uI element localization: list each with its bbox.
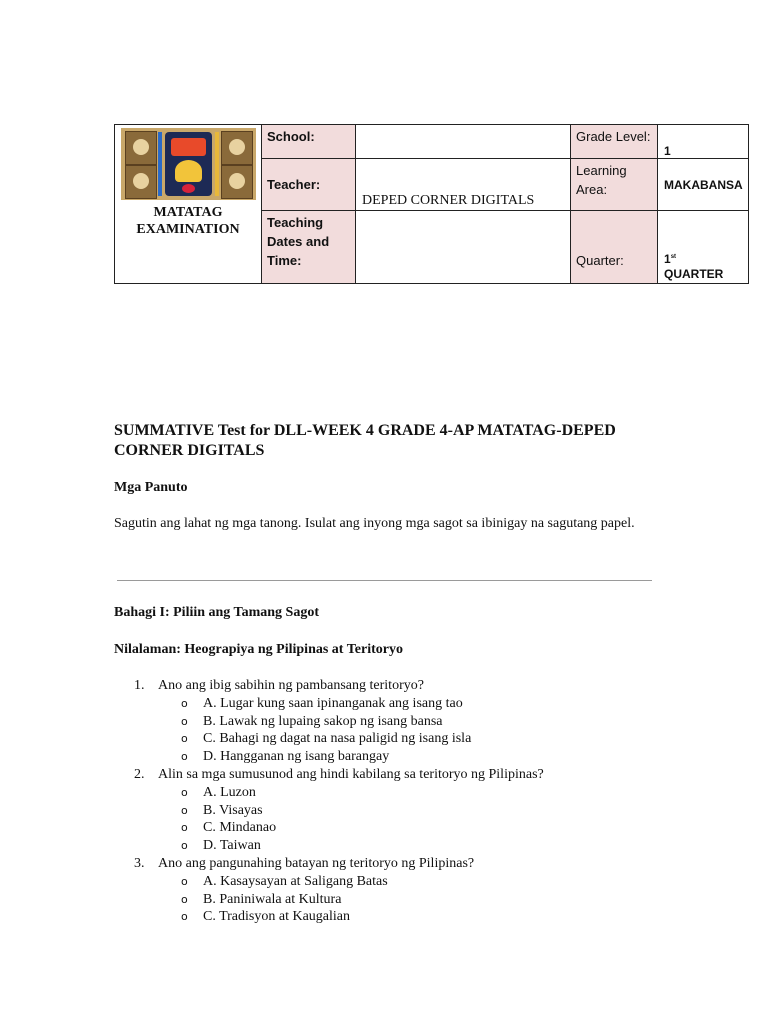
- option-text: A. Kasaysayan at Saligang Batas: [203, 873, 388, 889]
- question-list: [114, 677, 674, 926]
- bullet-icon: o: [181, 696, 188, 710]
- option-item: [114, 695, 674, 713]
- option-item: [114, 819, 674, 837]
- quarter-label: Quarter:: [571, 211, 658, 284]
- bullet-icon: o: [181, 839, 188, 853]
- teaching-dates-label: Teaching Dates and Time:: [262, 211, 356, 284]
- header-table: [114, 124, 749, 284]
- question-text: Ano ang ibig sabihin ng pambansang teritoryo?: [158, 678, 424, 693]
- option-text: C. Bahagi ng dagat na nasa paligid ng isang isla: [203, 731, 472, 747]
- option-text: D. Hangganan ng isang barangay: [203, 749, 390, 765]
- option-item: [114, 730, 674, 748]
- teacher-value: DEPED CORNER DIGITALS: [356, 159, 571, 211]
- instructions-text: Sagutin ang lahat ng mga tanong. Isulat ang inyong mga sagot sa ibinigay na sagutang papel.: [114, 516, 635, 531]
- option-text: C. Tradisyon at Kaugalian: [203, 909, 350, 925]
- option-item: [114, 748, 674, 766]
- option-text: B. Visayas: [203, 802, 263, 818]
- bullet-icon: o: [181, 892, 188, 906]
- grade-level-label: Grade Level:: [571, 125, 658, 159]
- instructions-heading: Mga Panuto: [114, 480, 188, 495]
- option-item: [114, 837, 674, 855]
- school-value: [356, 125, 571, 159]
- option-item: [114, 802, 674, 820]
- bullet-icon: o: [181, 714, 188, 728]
- learning-area-label: Learning Area:: [571, 159, 658, 211]
- option-item: [114, 784, 674, 802]
- learning-area-value: MAKABANSA: [658, 159, 749, 211]
- bullet-icon: o: [181, 821, 188, 835]
- bullet-icon: o: [181, 785, 188, 799]
- teacher-label: Teacher:: [262, 159, 356, 211]
- school-label: School:: [262, 125, 356, 159]
- question-number: 3.: [134, 855, 145, 871]
- document-title: SUMMATIVE Test for DLL-WEEK 4 GRADE 4-AP MATATAG-DEPED CORNER DIGITALS: [114, 422, 616, 459]
- logo-cell: [115, 125, 262, 284]
- option-text: D. Taiwan: [203, 838, 261, 854]
- quarter-number: 1: [664, 252, 671, 266]
- question-item: [114, 766, 674, 784]
- option-text: C. Mindanao: [203, 820, 277, 836]
- bullet-icon: o: [181, 874, 188, 888]
- option-text: A. Luzon: [203, 784, 256, 800]
- question-number: 2.: [134, 766, 145, 782]
- question-text: Alin sa mga sumusunod ang hindi kabilang sa teritoryo ng Pilipinas?: [158, 766, 544, 782]
- question-item: [114, 677, 674, 695]
- quarter-word: QUARTER: [664, 267, 724, 281]
- option-item: [114, 908, 674, 926]
- option-item: [114, 873, 674, 891]
- option-item: [114, 891, 674, 909]
- quarter-value: [658, 211, 749, 284]
- grade-level-value: 1: [658, 125, 749, 159]
- deped-corner-logo: [121, 128, 256, 200]
- bullet-icon: o: [181, 910, 188, 924]
- content-heading: Nilalaman: Heograpiya ng Pilipinas at Teritoryo: [114, 642, 403, 657]
- quarter-suffix: st: [670, 254, 677, 260]
- exam-title: MATATAG EXAMINATION: [136, 205, 240, 237]
- question-item: [114, 855, 674, 873]
- part-heading: Bahagi I: Piliin ang Tamang Sagot: [114, 605, 320, 620]
- teaching-dates-value: [356, 211, 571, 284]
- section-divider: [117, 580, 652, 581]
- question-text: Ano ang pangunahing batayan ng teritoryo ng Pilipinas?: [158, 855, 475, 871]
- option-text: A. Lugar kung saan ipinanganak ang isang tao: [203, 695, 463, 711]
- bullet-icon: o: [181, 750, 188, 764]
- option-text: B. Paniniwala at Kultura: [203, 891, 342, 907]
- option-text: B. Lawak ng lupaing sakop ng isang bansa: [203, 713, 443, 729]
- bullet-icon: o: [181, 732, 188, 746]
- bullet-icon: o: [181, 803, 188, 817]
- option-item: [114, 713, 674, 731]
- question-number: 1.: [134, 678, 145, 693]
